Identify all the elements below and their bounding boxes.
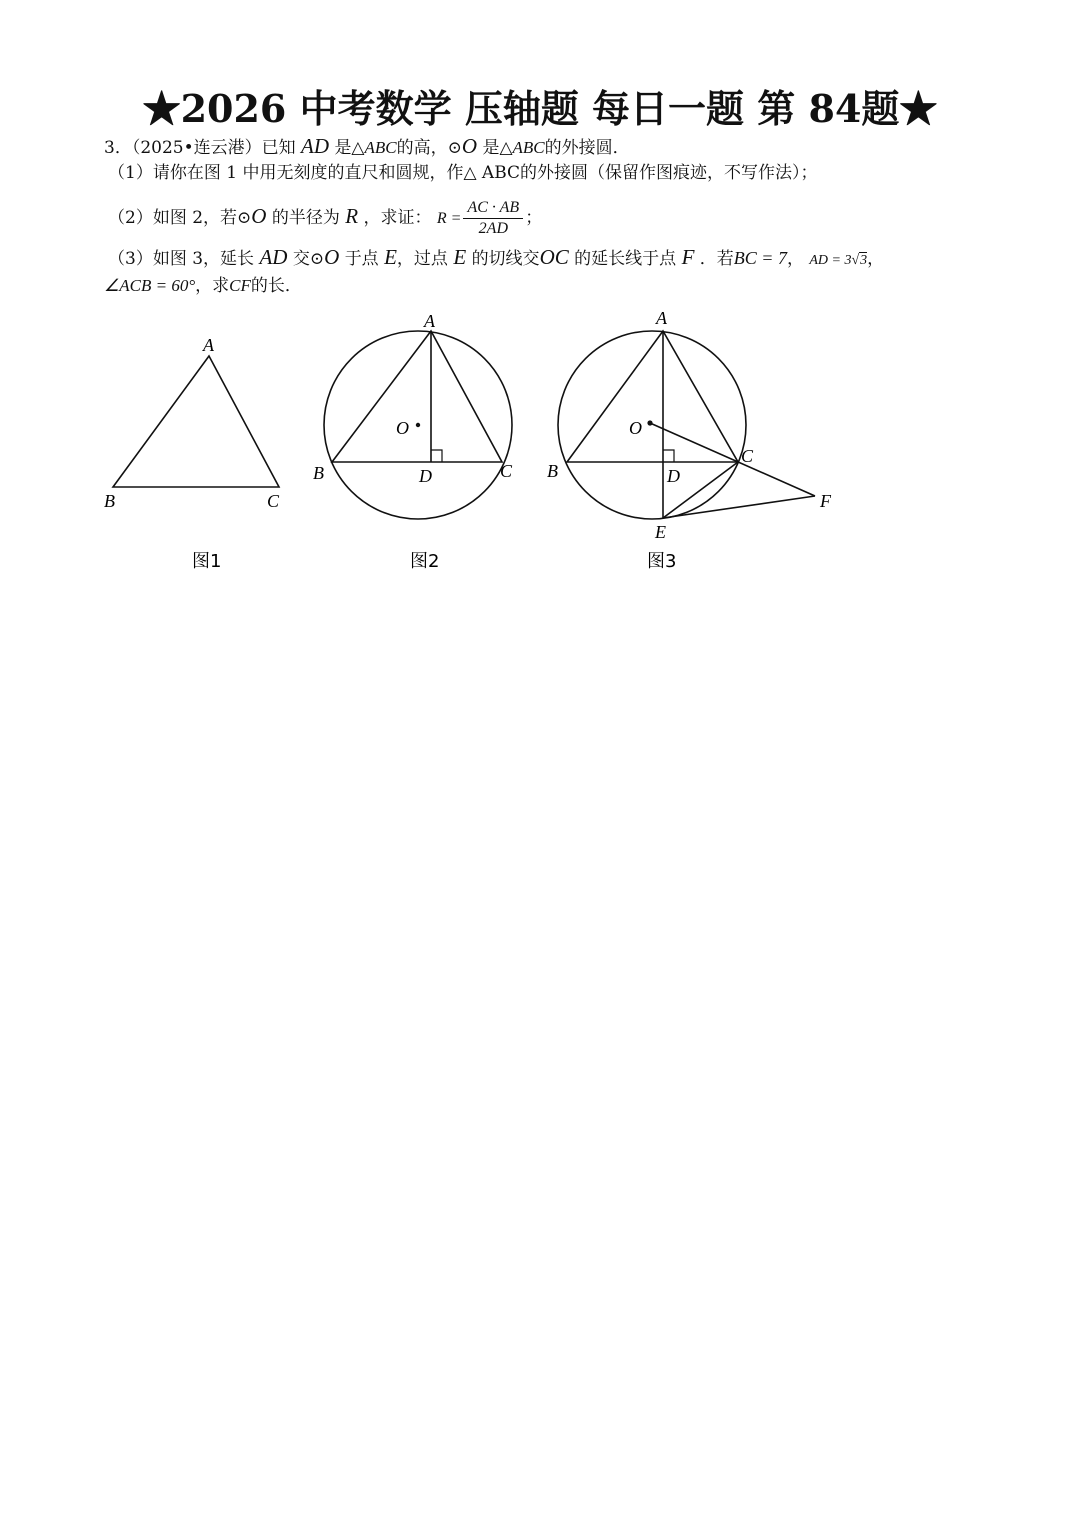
label-a: A xyxy=(424,311,435,331)
formula-denominator: 2AD xyxy=(478,220,508,237)
var-cf: CF xyxy=(229,276,251,295)
label-o: O xyxy=(629,418,642,438)
ad-equation-text: AD = 3 xyxy=(809,253,852,268)
part2-text: 的半径为 xyxy=(271,208,340,228)
part3-text: ．若 xyxy=(699,249,734,269)
var-e: E xyxy=(384,245,397,269)
var-oc: OC xyxy=(539,245,569,269)
center-o-dot xyxy=(647,420,652,425)
formula-lhs: R = xyxy=(436,210,462,227)
triangle-abc xyxy=(567,331,738,462)
figure-2-labels xyxy=(313,311,513,572)
part3-text: （3）如图 3，延长 xyxy=(108,249,255,269)
part2-text: ，求证： xyxy=(363,208,432,228)
circumcircle xyxy=(558,331,746,519)
label-d: D xyxy=(419,466,432,486)
figure-2-caption: 图2 xyxy=(410,551,440,572)
var-ad: AD xyxy=(301,134,330,158)
part3-text: ， xyxy=(867,249,885,269)
part3-text: 于点 xyxy=(344,249,379,269)
problem-source: （2025•连云港） xyxy=(131,138,262,158)
label-c: C xyxy=(741,446,754,466)
part3-text: 的延长线于点 xyxy=(574,249,677,269)
tangent-ef xyxy=(663,496,815,518)
intro-text: 的外接圆． xyxy=(544,138,630,158)
problem-number: 3． xyxy=(104,138,132,158)
intro-text: 是△ xyxy=(334,138,365,158)
part3-text: 交⊙ xyxy=(292,249,325,269)
var-o: O xyxy=(324,245,340,269)
ad-equation-root: 3 xyxy=(860,253,868,268)
formula-numerator: AC · AB xyxy=(463,198,523,219)
var-f: F xyxy=(681,245,695,269)
var-o: O xyxy=(251,204,267,228)
label-o: O xyxy=(396,418,409,438)
figure-1 xyxy=(113,356,279,487)
triangle-abc xyxy=(113,356,279,487)
part2-text: ； xyxy=(525,208,543,228)
intro-text: 是△ xyxy=(482,138,513,158)
intro-text: 已知 xyxy=(261,138,296,158)
problem-part-1: （1）请你在图 1 中用无刻度的直尺和圆规，作△ ABC的外接圆（保留作图痕迹，不写作法）； xyxy=(108,163,818,183)
figure-3 xyxy=(558,331,815,519)
var-r: R xyxy=(345,204,359,228)
label-b: B xyxy=(313,463,324,483)
var-abc: ABC xyxy=(364,138,397,157)
part3-text: ， xyxy=(786,249,804,269)
label-d: D xyxy=(667,466,680,486)
part3-text: ，过点 xyxy=(396,249,448,269)
right-angle-mark xyxy=(431,450,442,462)
label-c: C xyxy=(267,491,280,511)
label-b: B xyxy=(547,461,558,481)
label-a: A xyxy=(203,335,214,355)
figure-3-caption: 图3 xyxy=(647,551,677,572)
bc-equation: BC = 7 xyxy=(733,248,787,268)
part3-text: 的切线交 xyxy=(471,249,540,269)
angle-equation: ∠ACB = 60° xyxy=(104,276,196,295)
intro-text: 的高，⊙ xyxy=(396,138,462,158)
center-o-dot xyxy=(416,423,420,427)
page-title: ★2026 中考数学 压轴题 每日一题 第 84题★ xyxy=(142,86,938,131)
var-abc: ABC xyxy=(512,138,545,157)
figure-1-caption: 图1 xyxy=(192,551,222,572)
part3-text: ，求 xyxy=(195,276,230,296)
figure-1-labels xyxy=(104,335,280,572)
ad-equation: AD = 3√3 xyxy=(809,253,868,268)
var-ad: AD xyxy=(259,245,288,269)
var-e: E xyxy=(453,245,467,269)
part2-text: （2）如图 2，若⊙ xyxy=(108,208,252,228)
label-a: A xyxy=(656,308,667,328)
var-o: O xyxy=(461,134,478,158)
part3-text: 的长． xyxy=(250,276,302,296)
label-b: B xyxy=(104,491,115,511)
right-angle-mark xyxy=(663,450,674,462)
label-f: F xyxy=(820,491,831,511)
label-e: E xyxy=(655,522,666,542)
label-c: C xyxy=(500,461,513,481)
